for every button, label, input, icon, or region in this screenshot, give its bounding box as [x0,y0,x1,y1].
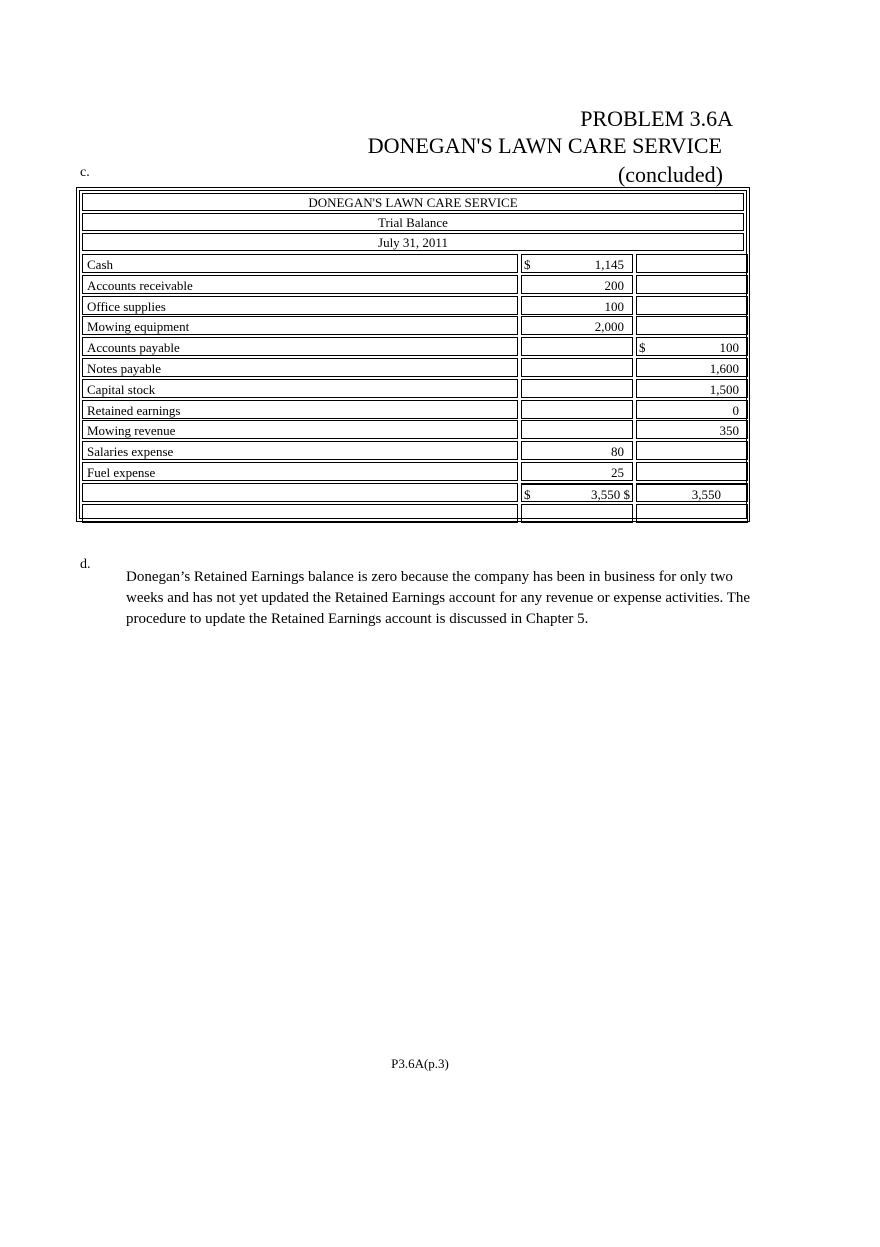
part-d-label: d. [80,557,91,572]
debit-cell [521,358,633,377]
debit-amount: 80 [611,444,624,459]
credit-amount: 350 [719,423,739,438]
debit-amount: 100 [604,299,624,314]
account-name-cell: Accounts receivable [82,275,518,294]
debit-total-dollar-sign: $ [524,487,531,502]
debit-cell [521,296,633,315]
credit-cell [636,275,748,294]
debit-cell [521,441,633,460]
debit-cell [521,462,633,481]
account-name-cell: Accounts payable [82,337,518,356]
debit-amount: 1,145 [594,257,624,272]
trial-balance-inner [79,190,747,519]
credit-cell [636,337,748,356]
account-name-cell: Notes payable [82,358,518,377]
empty-debit-cell [521,504,633,523]
credit-amount: 0 [732,403,739,418]
credit-dollar-sign: $ [639,340,646,355]
account-name-cell: Mowing equipment [82,316,518,335]
table-statement-name: Trial Balance [82,213,744,231]
debit-total-amount: 3,550 $ [591,487,630,502]
company-title: DONEGAN'S LAWN CARE SERVICE [367,133,722,158]
credit-cell [636,254,748,273]
part-c-label: c. [80,165,90,180]
credit-cell [636,358,748,377]
debit-cell [521,400,633,419]
empty-credit-cell [636,504,748,523]
debit-amount: 25 [611,465,624,480]
trial-balance-table [76,187,750,522]
account-name-cell: Office supplies [82,296,518,315]
credit-cell [636,441,748,460]
account-name-cell: Salaries expense [82,441,518,460]
problem-title: PROBLEM 3.6A [580,106,733,131]
credit-cell [636,462,748,481]
credit-cell [636,379,748,398]
account-name-cell: Retained earnings [82,400,518,419]
debit-amount: 2,000 [594,319,624,334]
account-name-cell: Fuel expense [82,462,518,481]
credit-cell [636,316,748,335]
credit-cell [636,400,748,419]
table-date: July 31, 2011 [82,233,744,251]
debit-dollar-sign: $ [524,257,531,272]
credit-amount: 100 [719,340,739,355]
credit-amount: 1,600 [709,361,739,376]
account-name-cell: Capital stock [82,379,518,398]
totals-label-cell [82,483,518,502]
debit-amount: 200 [604,278,624,293]
table-company-name: DONEGAN'S LAWN CARE SERVICE [82,193,744,211]
debit-total-cell [521,483,633,502]
credit-amount: 1,500 [709,382,739,397]
empty-row-cell [82,504,518,523]
debit-cell [521,420,633,439]
credit-total-amount: 3,550 [691,487,721,502]
debit-cell [521,254,633,273]
credit-total-cell [636,483,748,502]
page-number: P3.6A(p.3) [391,1056,449,1071]
debit-cell [521,379,633,398]
debit-cell [521,275,633,294]
account-name-cell: Mowing revenue [82,420,518,439]
account-name-cell: Cash [82,254,518,273]
debit-cell [521,337,633,356]
credit-cell [636,296,748,315]
debit-cell [521,316,633,335]
concluded-label: (concluded) [617,162,723,187]
credit-cell [636,420,748,439]
part-d-explanation: Donegan’s Retained Earnings balance is zero because the company has been in business for only two weeks and has not yet updated the Retained Earnings account for any revenue or expense activities. The procedure to update the Retained Earnings account is discussed in Chapter 5. [126,569,751,627]
